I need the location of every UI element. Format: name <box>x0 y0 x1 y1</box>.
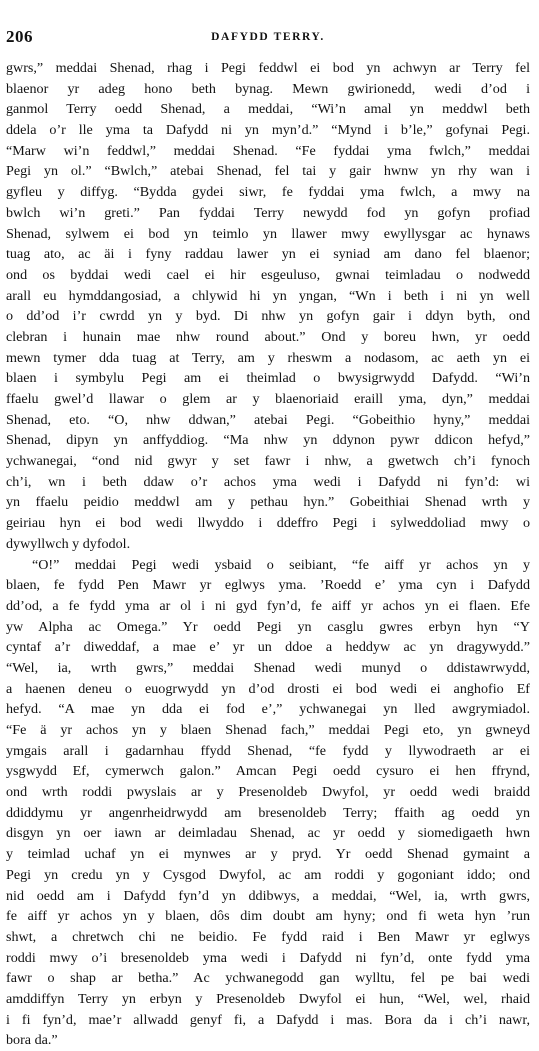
text-line: amddiffyn Terry yn erbyn y Presenoldeb Dwyfol ei hun, “Wel, wel, rhaid <box>6 989 530 1010</box>
text-line: geiriau hyn ei bod wedi llwyddo i ddeffro Pegi i sylweddoliad mwy o <box>6 513 530 534</box>
text-line: cyntaf a’r diweddaf, a mae e’ yr un ddoe a heddyw ac yn dragywydd.” <box>6 637 530 658</box>
text-line: disgyn yn oer iawn ar deimladau Shenad, ac yr oedd y siomedigaeth hwn <box>6 823 530 844</box>
text-line: “Fe ä yr achos yn y blaen Shenad fach,” meddai Pegi eto, yn gwneyd <box>6 720 530 741</box>
text-line: ddiddymu yr angenrheidrwydd am bresenoldeb Terry; ffaith ag oedd yn <box>6 803 530 824</box>
text-line: blaenor yr adeg hono beth bynag. Mewn gwirionedd, wedi d’od i <box>6 79 530 100</box>
text-line: Pegi yn ol.” “Bwlch,” atebai Shenad, fel tai y gair hwnw yn rhy wan i <box>6 161 530 182</box>
text-line: “O!” meddai Pegi wedi ysbaid o seibiant, “fe aiff yr achos yn y <box>6 555 530 576</box>
paragraph <box>6 58 530 555</box>
text-line: bora da.” <box>6 1030 530 1051</box>
text-line: fe aiff yr achos yn y blaen, dôs dim doubt am hyny; ond fi weta hyn ’run <box>6 906 530 927</box>
text-line: gwrs,” meddai Shenad, rhag i Pegi feddwl ei bod yn achwyn ar Terry fel <box>6 58 530 79</box>
text-line: hefyd. “A mae yn dda ei fod e’,” ychwanegai yn lled awgrymiadol. <box>6 699 530 720</box>
text-line: ond wrth roddi pwyslais ar y Presenoldeb Dwyfol, yr oedd wedi braidd <box>6 782 530 803</box>
text-line: blaen i symbylu Pegi am ei theimlad o bwysigrwydd Dafydd. “Wi’n <box>6 368 530 389</box>
text-line: yw Alpha ac Omega.” Yr oedd Pegi yn casglu gwres erbyn hyn “Y <box>6 617 530 638</box>
text-line: ddela o’r lle yma ta Dafydd ni yn myn’d.” “Mynd i b’le,” gofynai Pegi. <box>6 120 530 141</box>
text-line: Shenad, eto. “O, nhw ddwan,” atebai Pegi. “Gobeithio hyny,” meddai <box>6 410 530 431</box>
text-line: arall eu hymddangosiad, a chlywid hi yn yngan, “Wn i beth i ni yn well <box>6 286 530 307</box>
text-line: yn ffaelu peidio meddwl am y pethau hyn.” Gobeithiai Shenad wrth y <box>6 492 530 513</box>
text-line: ychwanegai, “ond nid gwyr y set fawr i nhw, a gwetwch ch’i fynoch <box>6 451 530 472</box>
paragraph <box>6 555 530 1051</box>
text-line: Pegi yn credu yn y Cysgod Dwyfol, ac am roddi y gogoniant iddo; ond <box>6 865 530 886</box>
text-line: Shenad, sylwem ei bod yn teimlo yn llawer mwy ewyllysgar ac hynaws <box>6 224 530 245</box>
text-line: dd’od, a fe fydd yma ar ol i ni gyd fyn’d, fe aiff yr achos yn ei flaen. Efe <box>6 596 530 617</box>
text-line: blaen, fe fydd Pen Mawr yr eglwys yma. ’Roedd e’ yma cyn i Dafydd <box>6 575 530 596</box>
text-line: shwt, a chretwch chi ne beidio. Fe fydd raid i Ben Mawr yr eglwys <box>6 927 530 948</box>
text-line: ymgais arall i gadarnhau ffydd Shenad, “fe fydd y llywodraeth ar ei <box>6 741 530 762</box>
text-line: y teimlad uchaf yn ei mynwes ar y pryd. Yr oedd Shenad gymaint a <box>6 844 530 865</box>
page-number: 206 <box>6 26 33 48</box>
text-line: i fi fyn’d, mae’r allwadd genyf fi, a Dafydd i mas. Bora da i ch’i nawr, <box>6 1010 530 1031</box>
page-header <box>6 26 530 48</box>
text-line: ganmol Terry oedd Shenad, a meddai, “Wi’n amal yn meddwl beth <box>6 99 530 120</box>
text-line: gyfleu y diffyg. “Bydda gydei siwr, fe fyddai yma fwlch, a mwy na <box>6 182 530 203</box>
text-line: ond os byddai wedi cael ei hir esgeuluso, gwnai teimladau o nodwedd <box>6 265 530 286</box>
text-line: fawr o shap ar betha.” Ac ychwanegodd gan wylltu, fel pe bai wedi <box>6 968 530 989</box>
text-line: clebran i hunain mae nhw round about.” Ond y boreu hwn, yr oedd <box>6 327 530 348</box>
text-line: roddi mwy o’i bresenoldeb yma wedi i Dafydd ni fyn’d, onte fydd yma <box>6 948 530 969</box>
text-line: “Marw wi’n feddwl,” meddai Shenad. “Fe fyddai yma fwlch,” meddai <box>6 141 530 162</box>
text-line: “Wel, ia, wrth gwrs,” meddai Shenad wedi munyd o ddistawrwydd, <box>6 658 530 679</box>
text-line: tuag ato, ac äi i fyny raddau lawer yn ei syniad am dano fel blaenor; <box>6 244 530 265</box>
text-line: o dd’od i’r cwrdd yn y byd. Di nhw yn gofyn gair i ddyn byth, ond <box>6 306 530 327</box>
running-head: DAFYDD TERRY. <box>6 29 530 45</box>
text-line: mewn tymer dda tuag at Terry, am y rheswm a nodasom, ac aeth yn ei <box>6 348 530 369</box>
text-line: ffaelu gwel’d llawar o glem ar y blaenoriaid eraill yma, dyn,” meddai <box>6 389 530 410</box>
text-line: dywyllwch y dyfodol. <box>6 534 530 555</box>
text-line: ch’i, wn i beth ddaw o’r achos yma wedi i Dafydd ni fyn’d: wi <box>6 472 530 493</box>
text-line: ysgwydd Ef, cymerwch galon.” Amcan Pegi oedd cysuro ei hen ffrynd, <box>6 761 530 782</box>
body-text <box>6 58 530 1051</box>
text-line: nid oedd am i Dafydd fyn’d yn ddibwys, a meddai, “Wel, ia, wrth gwrs, <box>6 886 530 907</box>
text-line: a haenen deneu o euogrwydd yn d’od drosti ei bod wedi ei anghofio Ef <box>6 679 530 700</box>
text-line: Shenad, dipyn yn anffyddiog. “Ma nhw yn ddynon pywr ddicon hefyd,” <box>6 430 530 451</box>
text-line: bwlch wi’n greti.” Pan fyddai Terry newydd fod yn gofyn profiad <box>6 203 530 224</box>
